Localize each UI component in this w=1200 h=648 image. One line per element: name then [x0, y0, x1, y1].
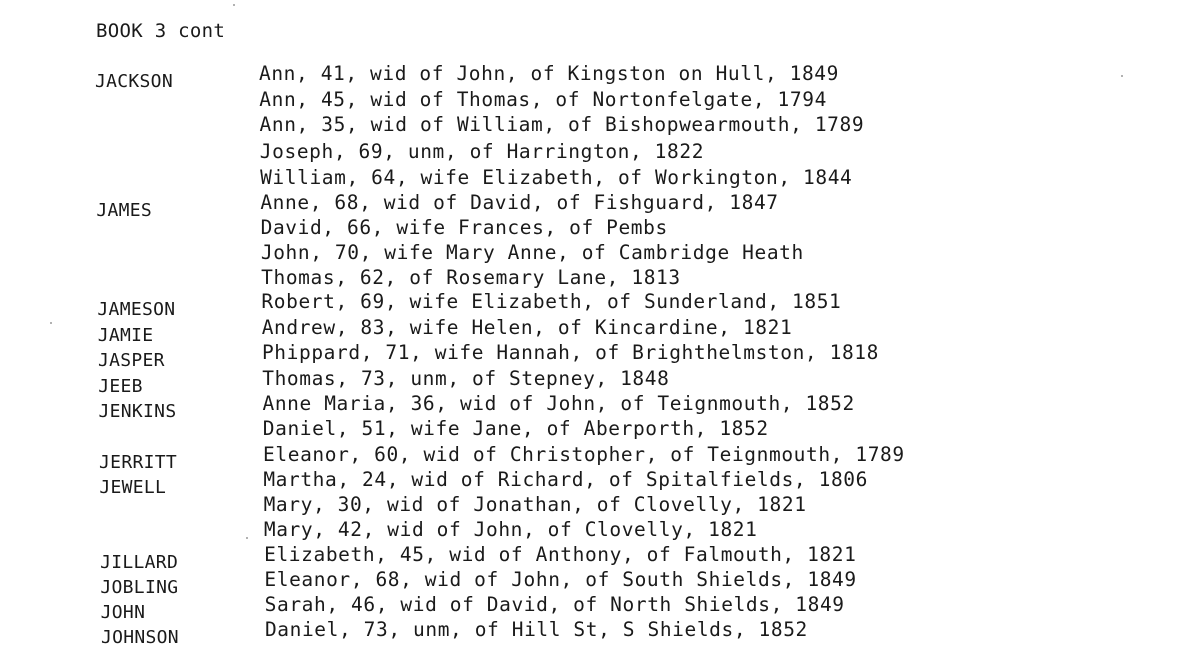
entry-text: Mary, 42, wid of John, of Clovelly, 1821 — [263, 518, 758, 541]
surname-label: JAMESON — [97, 299, 176, 320]
register-row — [0, 392, 1200, 422]
register-row — [0, 367, 1200, 397]
register-row — [0, 88, 1200, 114]
surname-label: JASPER — [97, 350, 165, 371]
surname-label: JILLARD — [100, 552, 179, 573]
surname-label: JEWELL — [99, 477, 167, 498]
register-row — [0, 140, 1200, 166]
entry-text: Joseph, 69, unm, of Harrington, 1822 — [259, 140, 705, 163]
register-row — [0, 113, 1200, 139]
entry-text: Mary, 30, wid of Jonathan, of Clovelly, 1821 — [263, 493, 807, 516]
register-row — [0, 266, 1200, 292]
register-row — [0, 417, 1200, 443]
paper-speck — [233, 4, 235, 6]
paper-speck — [50, 322, 52, 324]
register-row — [0, 191, 1200, 221]
entry-text: Anne, 68, wid of David, of Fishguard, 1847 — [260, 191, 779, 214]
register-row — [0, 216, 1200, 242]
register-row — [0, 290, 1200, 320]
entry-text: Eleanor, 68, wid of John, of South Shields, 1849 — [264, 568, 857, 591]
paper-speck — [1121, 75, 1123, 77]
surname-label: JAMES — [96, 200, 153, 221]
surname-label: JENKINS — [98, 401, 177, 422]
entry-text: Ann, 45, wid of Thomas, of Nortonfelgate, 1794 — [259, 88, 827, 111]
register-row — [0, 316, 1200, 346]
entry-text: William, 64, wife Elizabeth, of Workington, 1844 — [260, 166, 853, 189]
entry-text: Daniel, 51, wife Jane, of Aberporth, 1852 — [262, 417, 769, 440]
register-row — [0, 468, 1200, 498]
surname-label: JACKSON — [95, 71, 173, 92]
entry-text: John, 70, wife Mary Anne, of Cambridge Heath — [260, 241, 804, 264]
entry-text: Robert, 69, wife Elizabeth, of Sunderland, 1851 — [261, 290, 842, 313]
register-row — [0, 493, 1200, 519]
surname-label: JOHN — [100, 602, 146, 623]
surname-label: JEEB — [98, 376, 143, 397]
register-row — [0, 241, 1200, 267]
entry-text: Martha, 24, wid of Richard, of Spitalfields, 1806 — [263, 468, 868, 491]
register-row — [0, 593, 1200, 623]
surname-label: JAMIE — [97, 325, 154, 346]
register-row — [0, 568, 1200, 598]
entry-text: Sarah, 46, wid of David, of North Shields, 1849 — [264, 593, 845, 616]
surname-label: JOBLING — [100, 577, 179, 598]
entry-text: Eleanor, 60, wid of Christopher, of Teignmouth, 1789 — [263, 443, 905, 466]
entry-text: Thomas, 73, unm, of Stepney, 1848 — [262, 367, 670, 390]
entry-text: Anne Maria, 36, wid of John, of Teignmouth, 1852 — [262, 392, 855, 415]
register-row — [0, 62, 1200, 92]
page-heading: BOOK 3 cont — [96, 20, 226, 42]
entry-text: David, 66, wife Frances, of Pembs — [260, 216, 668, 239]
entry-text: Elizabeth, 45, wid of Anthony, of Falmouth, 1821 — [264, 543, 857, 566]
surname-label: JOHNSON — [100, 627, 179, 648]
entry-text: Ann, 41, wid of John, of Kingston on Hull, 1849 — [259, 62, 839, 85]
entry-text: Thomas, 62, of Rosemary Lane, 1813 — [261, 266, 681, 289]
register-row — [0, 341, 1200, 371]
entry-text: Ann, 35, wid of William, of Bishopwearmouth, 1789 — [259, 113, 865, 136]
register-row — [0, 443, 1200, 473]
entry-text: Daniel, 73, unm, of Hill St, S Shields, 1852 — [264, 618, 808, 641]
paper-speck — [246, 537, 248, 539]
surname-label: JERRITT — [99, 452, 178, 473]
entry-text: Phippard, 71, wife Hannah, of Brighthelmston, 1818 — [261, 341, 879, 364]
register-row — [0, 543, 1200, 573]
register-row — [0, 618, 1200, 648]
register-row — [0, 518, 1200, 544]
register-row — [0, 166, 1200, 192]
entry-text: Andrew, 83, wife Helen, of Kincardine, 1821 — [261, 316, 793, 339]
